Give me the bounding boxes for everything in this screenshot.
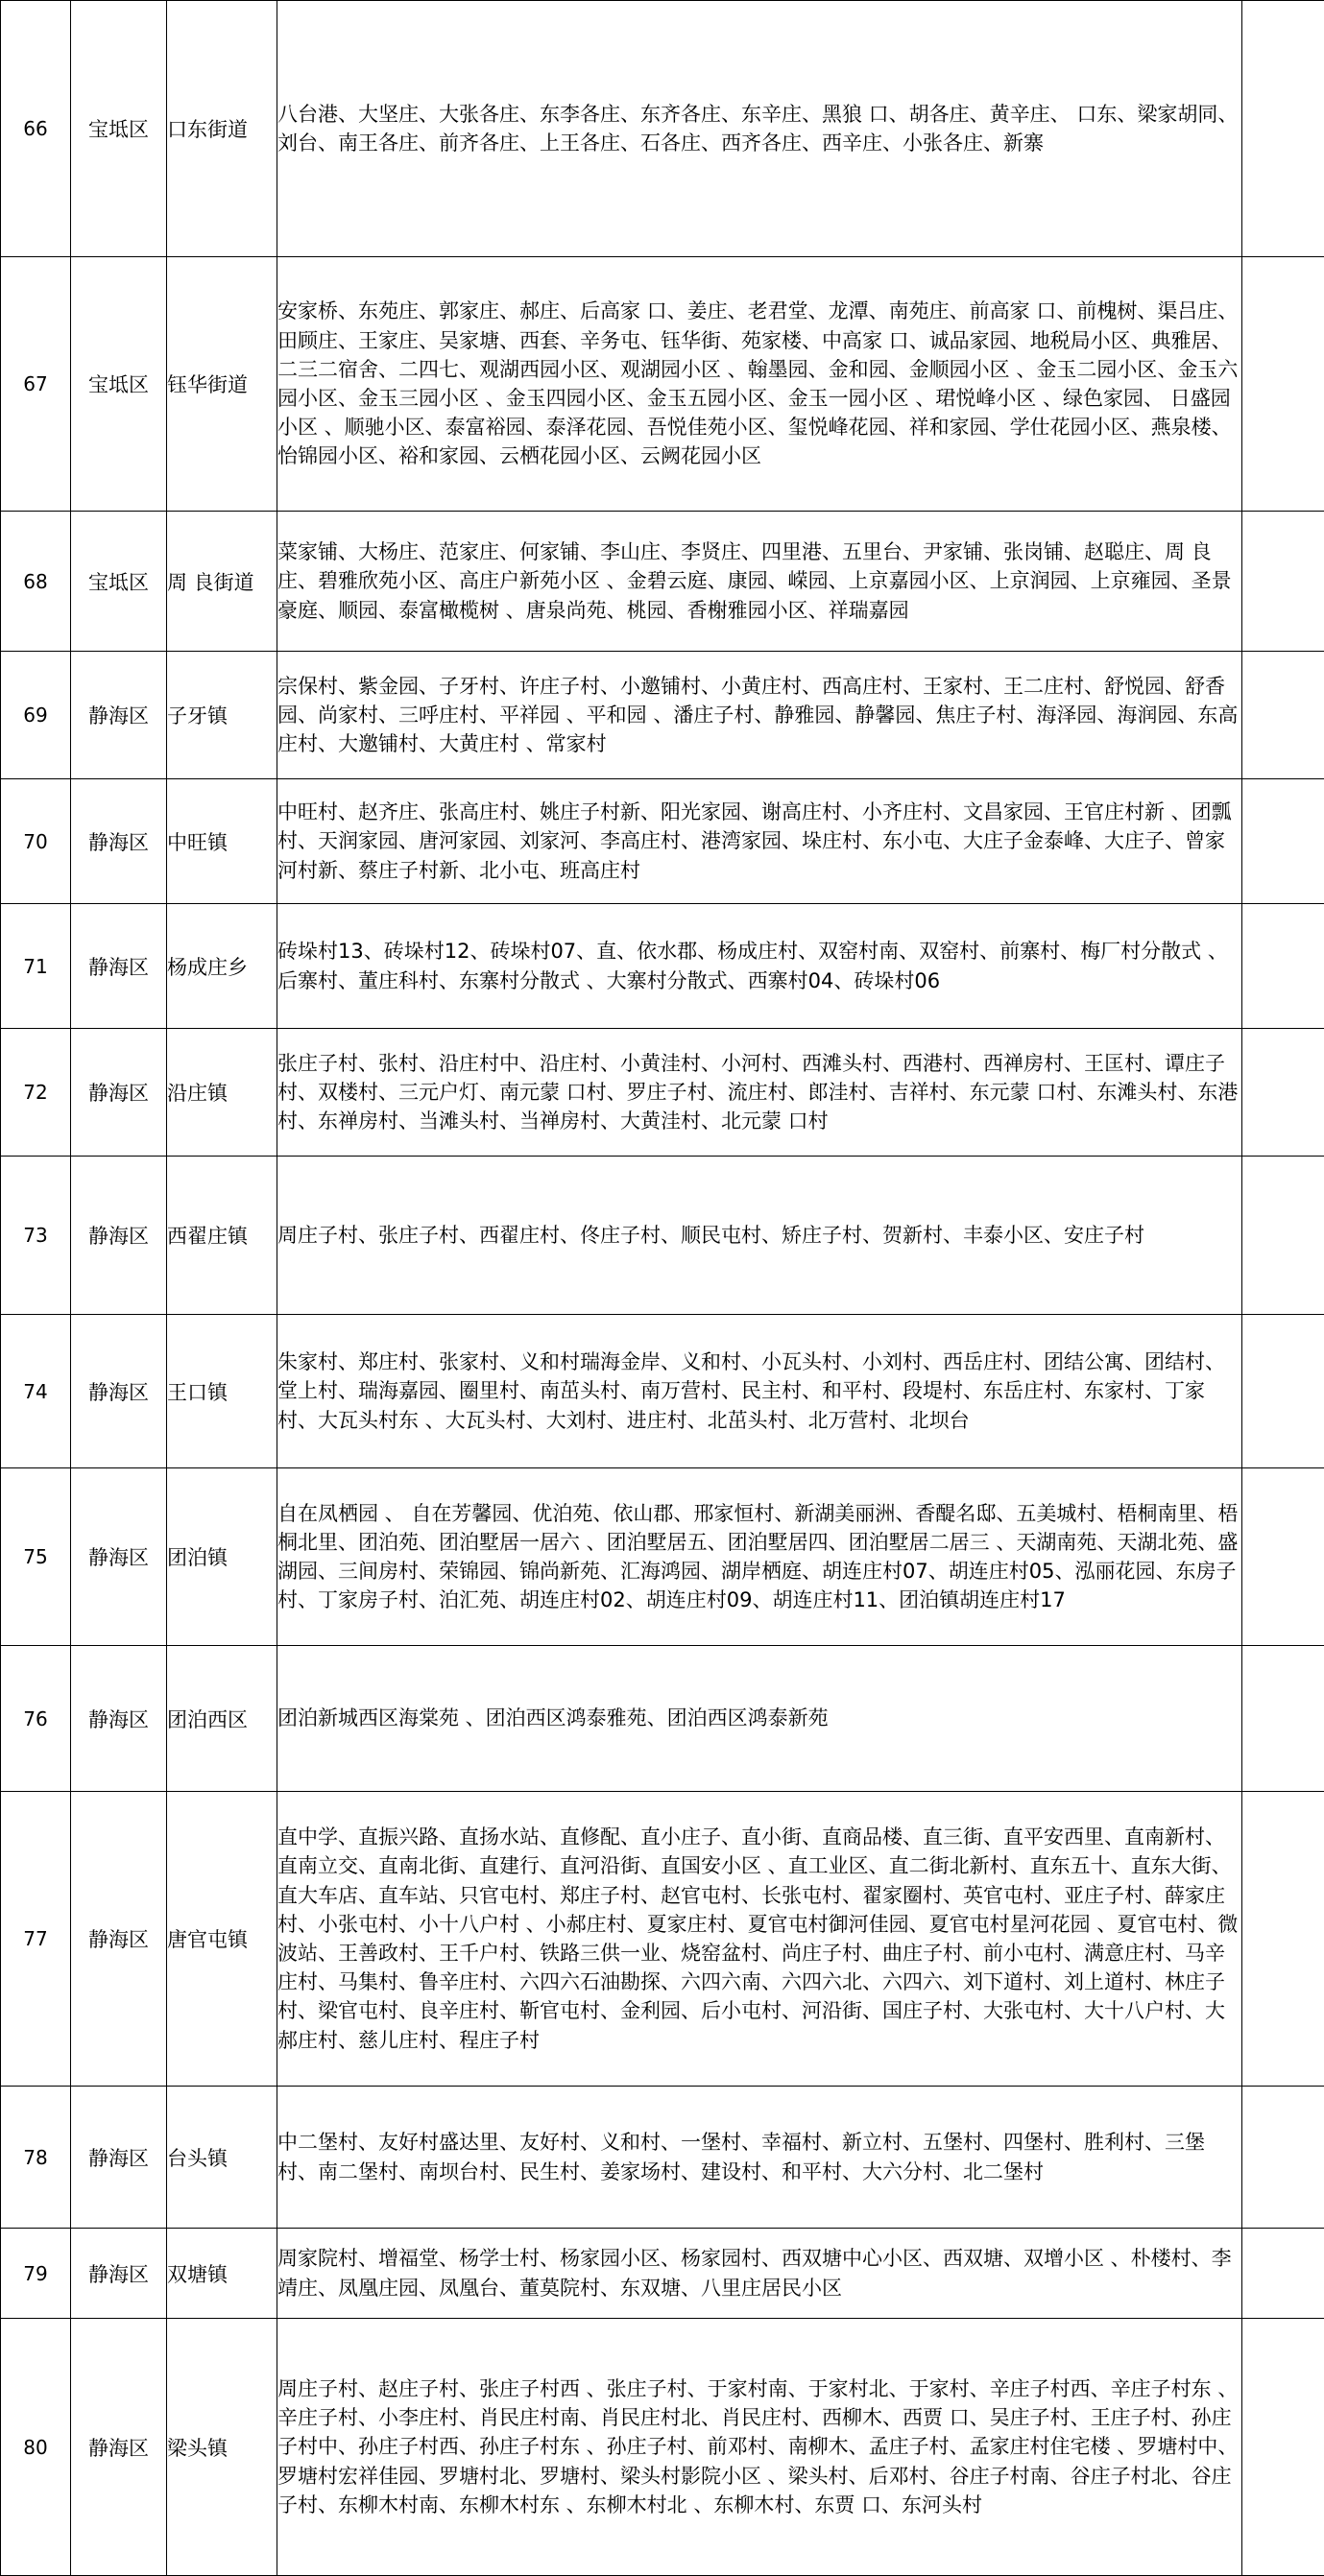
areas-cell: 周庄子村、张庄子村、西翟庄村、佟庄子村、顺民屯村、矫庄子村、贺新村、丰泰小区、安庄子村 <box>277 1157 1242 1315</box>
district-cell: 宝坻区 <box>71 1 167 257</box>
district-cell: 静海区 <box>71 2087 167 2229</box>
table-row <box>1 1468 1324 1646</box>
district-cell: 宝坻区 <box>71 257 167 512</box>
table-row <box>1 779 1324 904</box>
town-cell: 双塘镇 <box>167 2229 277 2319</box>
table-row <box>1 1315 1324 1468</box>
table-row <box>1 512 1324 652</box>
empty-cell <box>1242 1315 1324 1468</box>
row-number: 66 <box>1 1 71 257</box>
table-body <box>1 1 1324 2576</box>
district-cell: 宝坻区 <box>71 512 167 652</box>
row-number: 75 <box>1 1468 71 1646</box>
district-cell: 静海区 <box>71 652 167 779</box>
empty-cell <box>1242 1468 1324 1646</box>
table-row <box>1 1157 1324 1315</box>
areas-cell: 砖垛村13、砖垛村12、砖垛村07、直、依水郡、杨成庄村、双窑村南、双窑村、前寨村、梅厂村分散式 、后寨村、董庄科村、东寨村分散式 、大寨村分散式、西寨村04、砖垛村06 <box>277 904 1242 1029</box>
areas-cell: 朱家村、郑庄村、张家村、义和村瑞海金岸、义和村、小瓦头村、小刘村、西岳庄村、团结公寓、团结村、堂上村、瑞海嘉园、圈里村、南茁头村、南万营村、民主村、和平村、段堤村、东岳庄村、东家村、丁家村、大瓦头村东 、大瓦头村、大刘村、进庄村、北茁头村、北万营村、北坝台 <box>277 1315 1242 1468</box>
district-cell: 静海区 <box>71 1029 167 1157</box>
empty-cell <box>1242 1646 1324 1792</box>
town-cell: 西翟庄镇 <box>167 1157 277 1315</box>
row-number: 80 <box>1 2319 71 2576</box>
town-cell: 唐官屯镇 <box>167 1792 277 2087</box>
row-number: 70 <box>1 779 71 904</box>
district-cell: 静海区 <box>71 1157 167 1315</box>
empty-cell <box>1242 2087 1324 2229</box>
row-number: 71 <box>1 904 71 1029</box>
row-number: 77 <box>1 1792 71 2087</box>
table-row <box>1 1029 1324 1157</box>
town-cell: 中旺镇 <box>167 779 277 904</box>
town-cell: 口东街道 <box>167 1 277 257</box>
table-row <box>1 1646 1324 1792</box>
empty-cell <box>1242 257 1324 512</box>
row-number: 76 <box>1 1646 71 1792</box>
row-number: 68 <box>1 512 71 652</box>
table-row <box>1 2319 1324 2576</box>
areas-cell: 直中学、直振兴路、直扬水站、直修配、直小庄子、直小街、直商品楼、直三街、直平安西里、直南新村、直南立交、直南北街、直建行、直河沿街、直国安小区 、直工业区、直二街北新村、直东五十、直东大街、直大车店、直车站、只官屯村、郑庄子村、赵官屯村、长张屯村、翟家圈村、英官屯村、亚庄子村、薛家庄村、小张屯村、小十八户村 、小郝庄村、夏家庄村、夏官屯村御河佳园、夏官屯村星河花园 、夏官屯村、微波站、王善政村、王千户村、铁路三供一业、烧窑盆村、尚庄子村、曲庄子村、前小屯村、满意庄村、马辛庄村、马集村、鲁辛庄村、六四六石油勘探、六四六南、六四六北、六四六、刘下道村、刘上道村、林庄子村、梁官屯村、良辛庄村、靳官屯村、金利园、后小屯村、河沿街、国庄子村、大张屯村、大十八户村、大郝庄村、慈儿庄村、程庄子村 <box>277 1792 1242 2087</box>
town-cell: 团泊镇 <box>167 1468 277 1646</box>
district-cell: 静海区 <box>71 2319 167 2576</box>
row-number: 74 <box>1 1315 71 1468</box>
empty-cell <box>1242 652 1324 779</box>
areas-cell: 张庄子村、张村、沿庄村中、沿庄村、小黄洼村、小河村、西滩头村、西港村、西禅房村、王匡村、谭庄子村、双楼村、三元户灯、南元蒙 口村、罗庄子村、流庄村、郎洼村、吉祥村、东元蒙 口村、东滩头村、东港村、东禅房村、当滩头村、当禅房村、大黄洼村、北元蒙 口村 <box>277 1029 1242 1157</box>
empty-cell <box>1242 2229 1324 2319</box>
areas-cell: 团泊新城西区海棠苑 、团泊西区鸿泰雅苑、团泊西区鸿泰新苑 <box>277 1646 1242 1792</box>
areas-cell: 中旺村、赵齐庄、张高庄村、姚庄子村新、阳光家园、谢高庄村、小齐庄村、文昌家园、王官庄村新 、团瓢村、天润家园、唐河家园、刘家河、李高庄村、港湾家园、垛庄村、东小屯、大庄子金泰峰、大庄子、曾家河村新、蔡庄子村新、北小屯、班高庄村 <box>277 779 1242 904</box>
district-cell: 静海区 <box>71 1646 167 1792</box>
table-row <box>1 257 1324 512</box>
table-row <box>1 1792 1324 2087</box>
empty-cell <box>1242 1029 1324 1157</box>
areas-cell: 宗保村、紫金园、子牙村、许庄子村、小邀铺村、小黄庄村、西高庄村、王家村、王二庄村、舒悦园、舒香园、尚家村、三呼庄村、平祥园 、平和园 、潘庄子村、静雅园、静馨园、焦庄子村、海泽园、海润园、东高庄村、大邀铺村、大黄庄村 、常家村 <box>277 652 1242 779</box>
town-cell: 沿庄镇 <box>167 1029 277 1157</box>
table-row <box>1 2087 1324 2229</box>
district-cell: 静海区 <box>71 1792 167 2087</box>
areas-cell: 自在凤栖园 、 自在芳馨园、优泊苑、依山郡、邢家恒村、新湖美丽洲、香醍名邸、五美城村、梧桐南里、梧桐北里、团泊苑、团泊墅居一居六 、团泊墅居五、团泊墅居四、团泊墅居二居三 、天湖南苑、天湖北苑、盛湖园、三间房村、荣锦园、锦尚新苑、汇海鸿园、湖岸栖庭、胡连庄村07、胡连庄村05、泓丽花园、东房子村、丁家房子村、泊汇苑、胡连庄村02、胡连庄村09、胡连庄村11、团泊镇胡连庄村17 <box>277 1468 1242 1646</box>
table-row <box>1 652 1324 779</box>
row-number: 73 <box>1 1157 71 1315</box>
empty-cell <box>1242 1 1324 257</box>
district-cell: 静海区 <box>71 779 167 904</box>
empty-cell <box>1242 779 1324 904</box>
town-cell: 团泊西区 <box>167 1646 277 1792</box>
district-cell: 静海区 <box>71 904 167 1029</box>
areas-cell: 中二堡村、友好村盛达里、友好村、义和村、一堡村、幸福村、新立村、五堡村、四堡村、胜利村、三堡村、南二堡村、南坝台村、民生村、姜家场村、建设村、和平村、大六分村、北二堡村 <box>277 2087 1242 2229</box>
town-cell: 钰华街道 <box>167 257 277 512</box>
areas-cell: 周家院村、增福堂、杨学士村、杨家园小区、杨家园村、西双塘中心小区、西双塘、双增小区 、朴楼村、李靖庄、凤凰庄园、凤凰台、董莫院村、东双塘、八里庄居民小区 <box>277 2229 1242 2319</box>
town-cell: 王口镇 <box>167 1315 277 1468</box>
empty-cell <box>1242 904 1324 1029</box>
table-row <box>1 2229 1324 2319</box>
district-cell: 静海区 <box>71 1315 167 1468</box>
row-number: 72 <box>1 1029 71 1157</box>
town-cell: 子牙镇 <box>167 652 277 779</box>
areas-cell: 周庄子村、赵庄子村、张庄子村西 、张庄子村、于家村南、于家村北、于家村、辛庄子村西、辛庄子村东 、辛庄子村、小李庄村、肖民庄村南、肖民庄村北、肖民庄村、西柳木、西贾 口、吴庄子村、王庄子村、孙庄子村中、孙庄子村西、孙庄子村东 、孙庄子村、前邓村、南柳木、孟庄子村、孟家庄村住宅楼 、罗塘村中、罗塘村宏祥佳园、罗塘村北、罗塘村、梁头村影院小区 、梁头村、后邓村、谷庄子村南、谷庄子村北、谷庄子村、东柳木村南、东柳木村东 、东柳木村北 、东柳木村、东贾 口、东河头村 <box>277 2319 1242 2576</box>
town-cell: 周 良街道 <box>167 512 277 652</box>
district-cell: 静海区 <box>71 2229 167 2319</box>
town-cell: 梁头镇 <box>167 2319 277 2576</box>
areas-cell: 菜家铺、大杨庄、范家庄、何家铺、李山庄、李贤庄、四里港、五里台、尹家铺、张岗铺、赵聪庄、周 良庄、碧雅欣苑小区、高庄户新苑小区 、金碧云庭、康园、嵘园、上京嘉园小区、上京润园、上京雍园、圣景豪庭、顺园、泰富橄榄树 、唐泉尚苑、桃园、香榭雅园小区、祥瑞嘉园 <box>277 512 1242 652</box>
district-cell: 静海区 <box>71 1468 167 1646</box>
areas-cell: 八台港、大坚庄、大张各庄、东李各庄、东齐各庄、东辛庄、黑狼 口、胡各庄、黄辛庄、 口东、梁家胡同、刘台、南王各庄、前齐各庄、上王各庄、石各庄、西齐各庄、西辛庄、小张各庄、新寨 <box>277 1 1242 257</box>
table-row <box>1 904 1324 1029</box>
town-cell: 台头镇 <box>167 2087 277 2229</box>
areas-cell: 安家桥、东苑庄、郭家庄、郝庄、后高家 口、姜庄、老君堂、龙潭、南苑庄、前高家 口、前槐树、渠吕庄、田顾庄、王家庄、吴家塘、西套、辛务屯、钰华街、苑家楼、中高家 口、诚品家园、地税局小区、典雅居、二三二宿舍、二四七、观湖西园小区、观湖园小区 、翰墨园、金和园、金顺园小区 、金玉二园小区、金玉六园小区、金玉三园小区 、金玉四园小区、金玉五园小区、金玉一园小区 、珺悦峰小区 、绿色家园、 日盛园小区 、顺驰小区、泰富裕园、泰泽花园、吾悦佳苑小区、玺悦峰花园、祥和家园、学仕花园小区、燕泉楼、怡锦园小区、裕和家园、云栖花园小区、云阙花园小区 <box>277 257 1242 512</box>
row-number: 67 <box>1 257 71 512</box>
empty-cell <box>1242 1157 1324 1315</box>
town-cell: 杨成庄乡 <box>167 904 277 1029</box>
row-number: 69 <box>1 652 71 779</box>
row-number: 79 <box>1 2229 71 2319</box>
empty-cell <box>1242 1792 1324 2087</box>
empty-cell <box>1242 512 1324 652</box>
row-number: 78 <box>1 2087 71 2229</box>
table-row <box>1 1 1324 257</box>
empty-cell <box>1242 2319 1324 2576</box>
